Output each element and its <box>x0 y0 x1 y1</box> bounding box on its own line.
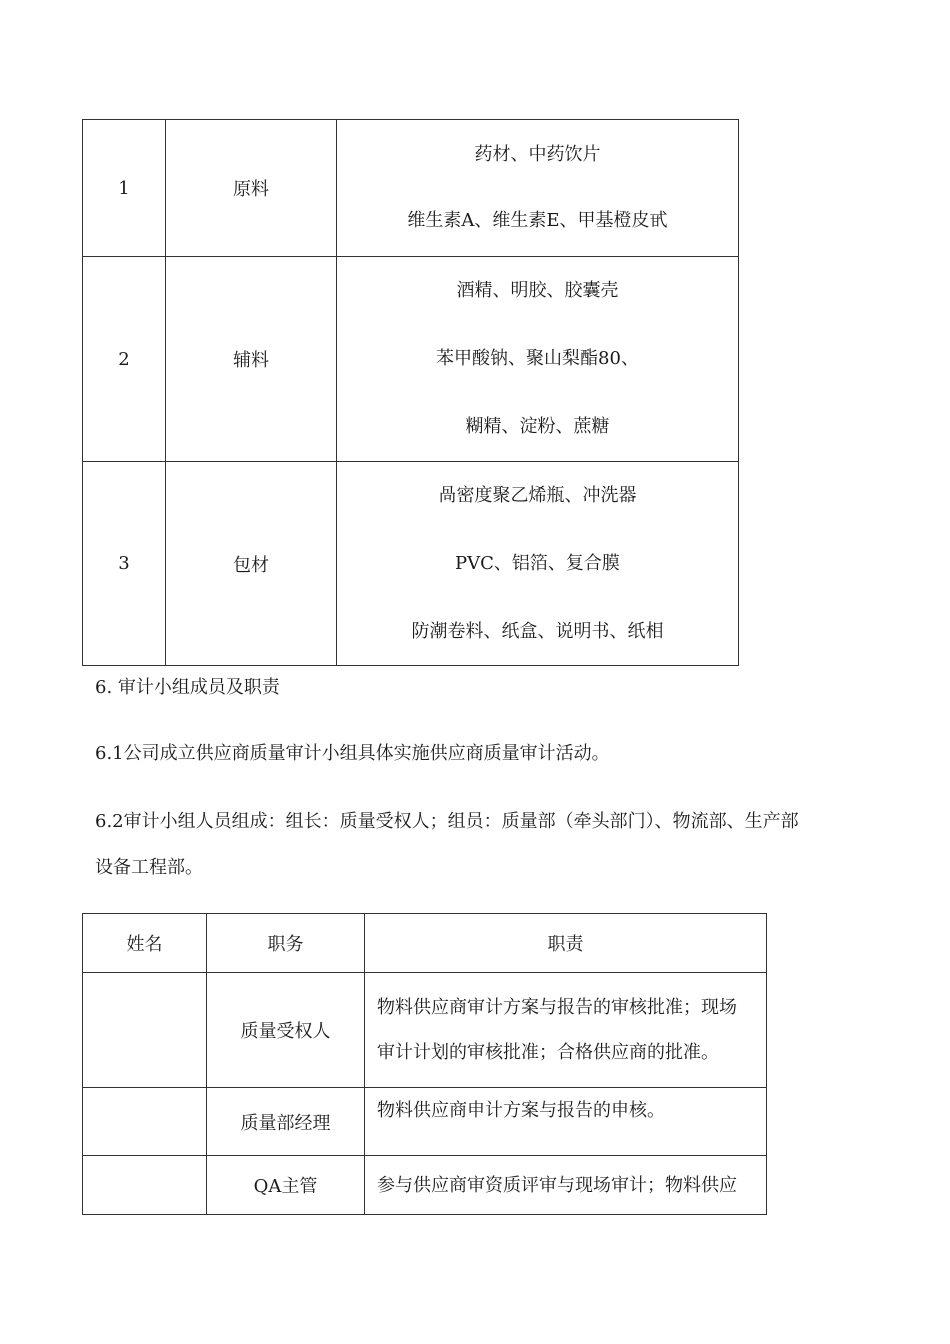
row-number: 2 <box>83 257 166 462</box>
table-row <box>83 120 739 257</box>
table-row <box>83 1088 767 1156</box>
material-category: 原料 <box>166 120 337 257</box>
material-item: 维生素A、维生素E、甲基橙皮甙 <box>407 210 668 231</box>
header-name: 姓名 <box>83 914 207 973</box>
paragraph-6-1: 6.1公司成立供应商质量审计小组具体实施供应商质量审计活动。 <box>95 743 610 764</box>
material-item: 咼密度聚乙烯瓶、冲洗器 <box>438 484 637 506</box>
paragraph-6-2-line1: 6.2审计小组人员组成：组长：质量受权人；组员：质量部（牵头部门）、物流部、生产部 <box>95 811 799 832</box>
member-name <box>83 1088 207 1156</box>
material-items <box>337 462 739 666</box>
member-name <box>83 1156 207 1215</box>
paragraph-6-2-line2: 设备工程部。 <box>95 857 203 878</box>
material-item: 酒精、明胶、胶囊壳 <box>456 280 619 301</box>
table-row <box>83 257 739 462</box>
header-position: 职务 <box>207 914 365 973</box>
member-duty <box>365 1088 767 1156</box>
material-item: 苯甲酸钠、聚山梨酯80、 <box>436 348 639 369</box>
material-category: 包材 <box>166 462 337 666</box>
roles-table <box>82 913 767 1215</box>
table-row <box>83 1156 767 1215</box>
member-position: 质量部经理 <box>207 1088 365 1156</box>
materials-table <box>82 119 739 666</box>
member-name <box>83 973 207 1088</box>
material-item: 防潮卷料、纸盒、说明书、纸相 <box>411 620 664 642</box>
duty-line: 审计计划的审核批准；合格供应商的批准。 <box>377 1042 719 1063</box>
member-duty <box>365 1156 767 1215</box>
table-row <box>83 973 767 1088</box>
duty-line: 参与供应商审资质评审与现场审计；物料供应 <box>377 1174 737 1196</box>
material-items <box>337 120 739 257</box>
duty-line: 物料供应商申计方案与报告的申核。 <box>377 1100 665 1121</box>
member-duty <box>365 973 767 1088</box>
section-heading: 6. 审计小组成员及职责 <box>95 677 280 698</box>
material-item: 糊精、淀粉、蔗糖 <box>465 416 610 437</box>
member-position: QA主管 <box>207 1156 365 1215</box>
table-header-row <box>83 914 767 973</box>
duty-line: 物料供应商审计方案与报告的审核批准；现场 <box>377 997 737 1018</box>
material-item: PVC、铝箔、复合膜 <box>455 552 620 574</box>
member-position: 质量受权人 <box>207 973 365 1088</box>
material-items <box>337 257 739 462</box>
row-number: 1 <box>83 120 166 257</box>
material-item: 药材、中药饮片 <box>474 144 601 165</box>
table-row <box>83 462 739 666</box>
row-number: 3 <box>83 462 166 666</box>
material-category: 辅料 <box>166 257 337 462</box>
header-duty: 职责 <box>365 914 767 973</box>
